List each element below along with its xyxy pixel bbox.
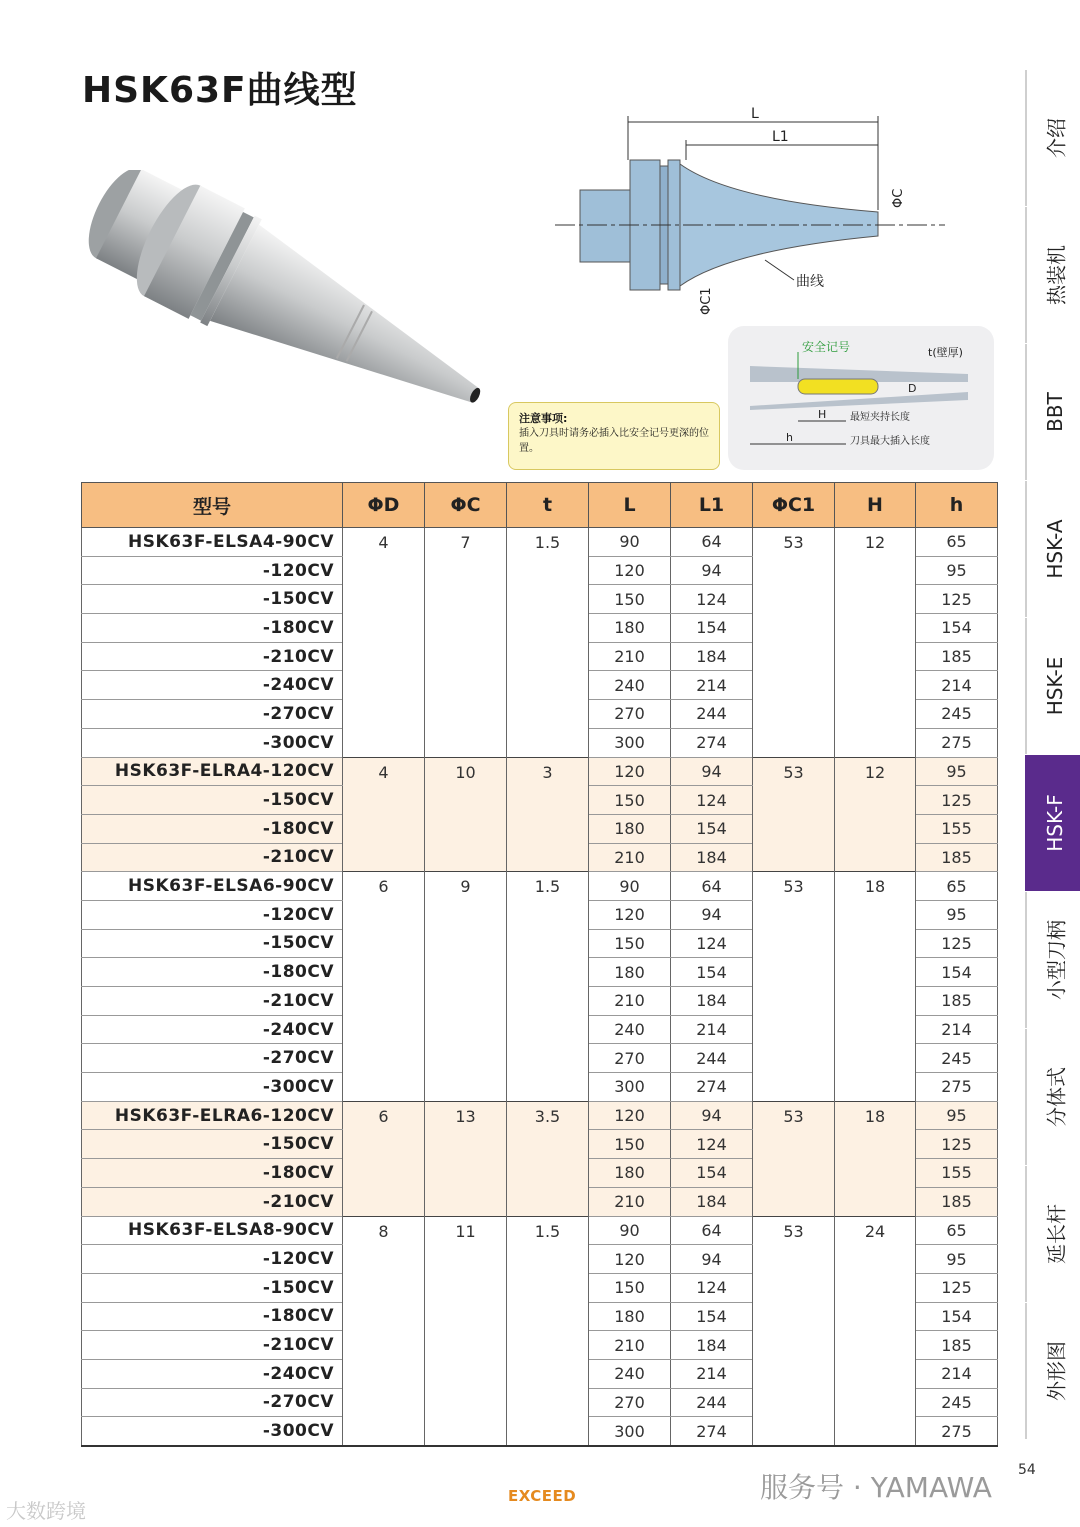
spec-table [81,482,998,1447]
model-cell: -180CV [82,958,343,987]
phiC-cell: 7 [425,528,507,758]
sidebar-tab[interactable] [1025,481,1080,617]
h-cell: 245 [916,1388,998,1417]
model-cell: -300CV [82,728,343,757]
L-cell: 240 [589,1359,671,1388]
model-cell: -210CV [82,1187,343,1216]
L1-cell: 184 [671,1187,753,1216]
h-cell: 155 [916,814,998,843]
h-cell: 154 [916,614,998,643]
L1-cell: 154 [671,1159,753,1188]
h-cell: 275 [916,1417,998,1446]
page-number: 54 [1018,1462,1036,1478]
dim-phiC1: ΦC1 [699,287,714,315]
sidebar-tab-label: 延长杆 [1044,1204,1068,1264]
L1-cell: 214 [671,671,753,700]
phiC1-cell: 53 [753,757,835,872]
L-cell: 210 [589,843,671,872]
phiC-cell: 9 [425,872,507,1102]
h-cell: 95 [916,757,998,786]
model-cell: -270CV [82,1044,343,1073]
L-cell: 120 [589,1245,671,1274]
sidebar-tab-label: HSK-E [1042,656,1067,716]
model-cell: -180CV [82,1159,343,1188]
L-cell: 300 [589,1073,671,1102]
wall-thickness-label: t(壁厚) [928,346,963,359]
column-header: t [507,483,589,528]
L1-cell: 274 [671,728,753,757]
L-cell: 240 [589,671,671,700]
sidebar-tab[interactable] [1025,207,1080,343]
model-cell: -120CV [82,556,343,585]
column-header: L1 [671,483,753,528]
L1-cell: 154 [671,814,753,843]
h-cell: 65 [916,872,998,901]
L-cell: 120 [589,757,671,786]
t-cell: 3 [507,757,589,872]
dim-phiC: ΦC [891,188,906,208]
table-row [82,528,998,557]
L1-cell: 244 [671,1044,753,1073]
sidebar-tab[interactable] [1025,892,1080,1028]
sidebar-tab-label: 小型刀柄 [1044,920,1068,1000]
caution-body: 插入刀具时请务必插入比安全记号更深的位置。 [519,428,709,454]
L1-cell: 154 [671,1302,753,1331]
L1-cell: 124 [671,929,753,958]
h-lower-label: h [786,431,793,444]
h-cell: 245 [916,700,998,729]
h-cell: 65 [916,1216,998,1245]
page-title: HSK63F曲线型 [82,70,358,111]
h-cell: 185 [916,843,998,872]
h-cell: 185 [916,1331,998,1360]
dimension-drawing [550,100,950,320]
h-cell: 214 [916,671,998,700]
sidebar-tab-label: HSK-A [1042,519,1067,579]
h-upper-label: H [818,408,827,421]
column-header: ΦD [343,483,425,528]
H-cell: 24 [835,1216,916,1446]
h-cell: 95 [916,900,998,929]
L-cell: 150 [589,929,671,958]
L-cell: 180 [589,958,671,987]
column-header: h [916,483,998,528]
L-cell: 90 [589,872,671,901]
sidebar-tab[interactable] [1025,1166,1080,1302]
L-cell: 150 [589,1130,671,1159]
L-cell: 300 [589,728,671,757]
model-cell: -210CV [82,987,343,1016]
sidebar-tab[interactable] [1025,1303,1080,1439]
sidebar-tab-label: 介绍 [1044,118,1068,158]
model-cell: -210CV [82,843,343,872]
h-cell: 155 [916,1159,998,1188]
L-cell: 270 [589,1044,671,1073]
L1-cell: 94 [671,1245,753,1274]
watermark: 服务号 · YAMAWA [760,1471,992,1504]
t-cell: 1.5 [507,872,589,1102]
h-cell: 154 [916,958,998,987]
model-cell: HSK63F-ELSA4-90CV [82,528,343,557]
model-cell: HSK63F-ELSA8-90CV [82,1216,343,1245]
model-cell: -150CV [82,585,343,614]
L1-cell: 184 [671,1331,753,1360]
sidebar-tab-label: 分体式 [1044,1067,1068,1127]
model-cell: -240CV [82,671,343,700]
L-cell: 180 [589,1302,671,1331]
L-cell: 180 [589,614,671,643]
L1-cell: 244 [671,700,753,729]
h-cell: 125 [916,929,998,958]
brand-logo: EXCEED [508,1487,577,1505]
L1-cell: 64 [671,528,753,557]
model-cell: -180CV [82,614,343,643]
L1-cell: 94 [671,757,753,786]
caution-heading: 注意事项: [519,412,568,425]
model-cell: -150CV [82,1273,343,1302]
column-header: ΦC1 [753,483,835,528]
phiC-cell: 11 [425,1216,507,1446]
L1-cell: 124 [671,1130,753,1159]
L1-cell: 64 [671,872,753,901]
phiC-cell: 13 [425,1101,507,1216]
L1-cell: 94 [671,900,753,929]
L-cell: 150 [589,1273,671,1302]
h-cell: 125 [916,1273,998,1302]
L1-cell: 64 [671,1216,753,1245]
h-cell: 65 [916,528,998,557]
L1-cell: 214 [671,1359,753,1388]
section-sidebar [1025,70,1080,1440]
insertion-diagram [728,326,994,470]
model-cell: -270CV [82,700,343,729]
phiD-cell: 6 [343,872,425,1102]
model-cell: -150CV [82,1130,343,1159]
h-cell: 185 [916,1187,998,1216]
model-cell: -300CV [82,1073,343,1102]
t-cell: 1.5 [507,528,589,758]
h-cell: 95 [916,1245,998,1274]
phiC1-cell: 53 [753,1101,835,1216]
L-cell: 180 [589,814,671,843]
L-cell: 90 [589,1216,671,1245]
L-cell: 270 [589,1388,671,1417]
L-cell: 210 [589,1331,671,1360]
phiD-cell: 6 [343,1101,425,1216]
t-cell: 1.5 [507,1216,589,1446]
L1-cell: 214 [671,1015,753,1044]
model-cell: HSK63F-ELRA4-120CV [82,757,343,786]
h-cell: 245 [916,1044,998,1073]
h-cell: 125 [916,786,998,815]
L1-cell: 154 [671,958,753,987]
L-cell: 210 [589,1187,671,1216]
tool-holder-photo [70,170,510,470]
L-cell: 120 [589,556,671,585]
L-cell: 240 [589,1015,671,1044]
h-cell: 95 [916,556,998,585]
model-cell: -300CV [82,1417,343,1446]
H-cell: 18 [835,872,916,1102]
model-cell: -210CV [82,642,343,671]
L1-cell: 124 [671,1273,753,1302]
sidebar-tab-label: 热装机 [1044,245,1068,305]
L-cell: 90 [589,528,671,557]
column-header: ΦC [425,483,507,528]
L-cell: 120 [589,900,671,929]
model-cell: -180CV [82,1302,343,1331]
sidebar-tab[interactable] [1025,618,1080,754]
L1-cell: 274 [671,1417,753,1446]
phiD-cell: 4 [343,528,425,758]
column-header: 型号 [82,483,343,528]
model-cell: HSK63F-ELRA6-120CV [82,1101,343,1130]
phiC1-cell: 53 [753,872,835,1102]
model-cell: HSK63F-ELSA6-90CV [82,872,343,901]
L1-cell: 94 [671,1101,753,1130]
h-cell: 95 [916,1101,998,1130]
L1-cell: 184 [671,642,753,671]
h-cell: 214 [916,1359,998,1388]
column-header: L [589,483,671,528]
model-cell: -120CV [82,1245,343,1274]
model-cell: -270CV [82,1388,343,1417]
L1-cell: 124 [671,786,753,815]
watermark-corner: 大数跨境 [6,1499,86,1523]
model-cell: -150CV [82,786,343,815]
model-cell: -150CV [82,929,343,958]
curve-label: 曲线 [796,274,824,290]
safety-mark-label: 安全记号 [802,340,851,354]
L1-cell: 244 [671,1388,753,1417]
table-row [82,757,998,786]
h-cell: 185 [916,642,998,671]
d-label: D [908,382,917,395]
h-cell: 214 [916,1015,998,1044]
L-cell: 150 [589,585,671,614]
h-cell: 154 [916,1302,998,1331]
L1-cell: 94 [671,556,753,585]
table-row [82,1216,998,1245]
phiD-cell: 8 [343,1216,425,1446]
t-cell: 3.5 [507,1101,589,1216]
L1-cell: 154 [671,614,753,643]
sidebar-tab-label: BBT [1042,392,1067,432]
h-cell: 275 [916,728,998,757]
L-cell: 300 [589,1417,671,1446]
sidebar-tab[interactable] [1025,1029,1080,1165]
sidebar-tab[interactable] [1025,70,1080,206]
caution-note [508,402,720,470]
h-cell: 125 [916,1130,998,1159]
H-cell: 18 [835,1101,916,1216]
column-header: H [835,483,916,528]
phiD-cell: 4 [343,757,425,872]
L1-cell: 184 [671,843,753,872]
H-cell: 12 [835,528,916,758]
L1-cell: 124 [671,585,753,614]
phiC1-cell: 53 [753,1216,835,1446]
table-row [82,872,998,901]
h-cell: 185 [916,987,998,1016]
model-cell: -180CV [82,814,343,843]
L-cell: 120 [589,1101,671,1130]
model-cell: -240CV [82,1359,343,1388]
dim-L: L [751,106,759,122]
h-cell: 125 [916,585,998,614]
L-cell: 270 [589,700,671,729]
h-upper-desc: 最短夹持长度 [850,412,910,423]
L-cell: 210 [589,642,671,671]
table-row [82,1101,998,1130]
h-cell: 275 [916,1073,998,1102]
h-lower-desc: 刀具最大插入长度 [850,436,930,447]
model-cell: -120CV [82,900,343,929]
L-cell: 210 [589,987,671,1016]
L-cell: 180 [589,1159,671,1188]
H-cell: 12 [835,757,916,872]
L-cell: 150 [589,786,671,815]
model-cell: -240CV [82,1015,343,1044]
L1-cell: 184 [671,987,753,1016]
sidebar-tab[interactable] [1025,755,1080,891]
sidebar-tab-label: 外形图 [1044,1341,1068,1401]
phiC-cell: 10 [425,757,507,872]
L1-cell: 274 [671,1073,753,1102]
model-cell: -210CV [82,1331,343,1360]
sidebar-tab[interactable] [1025,344,1080,480]
phiC1-cell: 53 [753,528,835,758]
dim-L1: L1 [772,129,789,145]
sidebar-tab-label: HSK-F [1042,794,1067,852]
